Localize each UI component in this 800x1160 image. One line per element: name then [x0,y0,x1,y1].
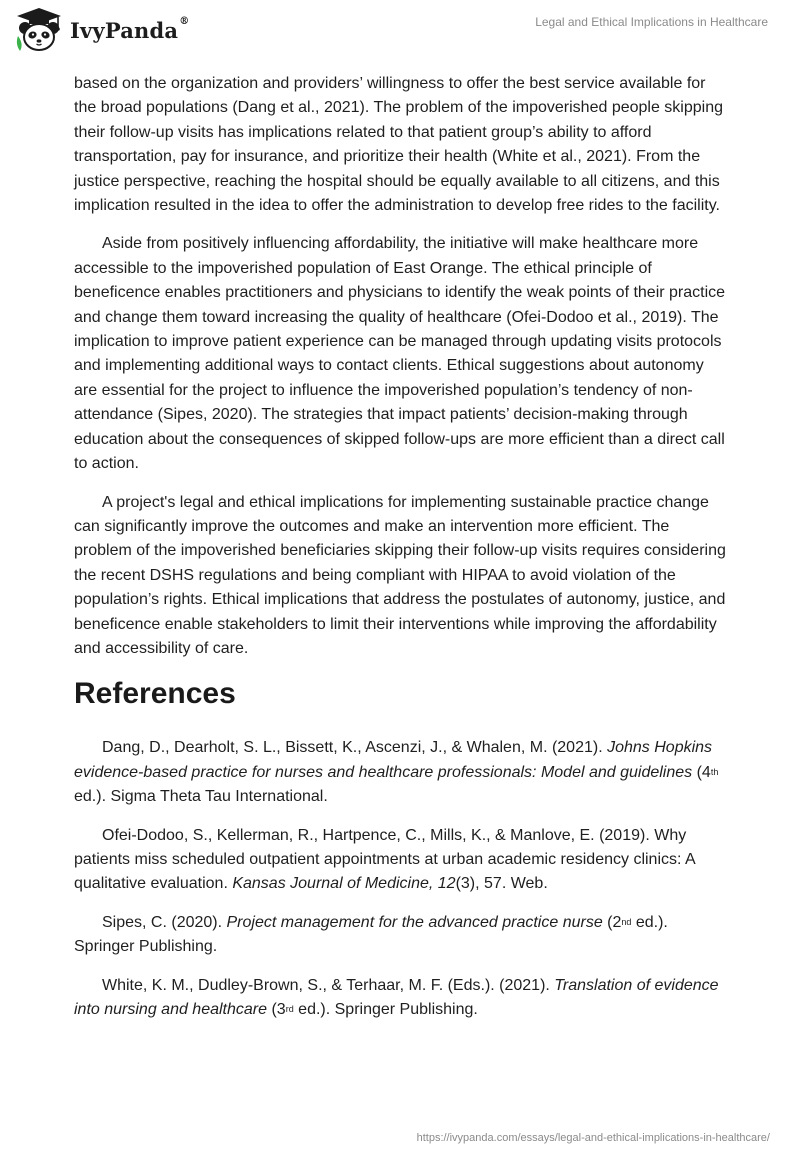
reference-item: White, K. M., Dudley-Brown, S., & Terhaar, M. F. (Eds.). (2021). Translation of evidence into nursing and healthcare (3rd ed.). Springer Publishing. [74,976,719,1018]
page-header [0,0,800,70]
document-title: Legal and Ethical Implications in Healthcare [535,15,768,29]
reference-item: Sipes, C. (2020). Project management for the advanced practice nurse (2nd ed.). Springer Publishing. [74,913,668,956]
essay-content [74,72,726,1036]
references-heading: References [74,677,236,711]
reference-item: Ofei-Dodoo, S., Kellerman, R., Hartpence, C., Mills, K., & Manlove, E. (2019). Why patients miss scheduled outpatient appointments at urban academic residency clinics: A qualitative evaluation. Kansas Journal of Medicine, 12(3), 57. Web. [74,826,695,893]
source-url-link[interactable]: https://ivypanda.com/essays/legal-and-ethical-implications-in-healthcare/ [416,1132,770,1144]
body-paragraph-2: Aside from positively influencing affordability, the initiative will make healthcare more accessible to the impoverished population of East Orange. The ethical principle of beneficence enables practitioners and physicians to identify the weak points of their practice and change them toward increasing the quality of healthcare (Ofei-Dodoo et al., 2019). The implication to improve patient experience can be managed through updating visits protocols and implementing additional ways to contact clients. Ethical suggestions about autonomy are essential for the project to influence the impoverished population’s tendency of non-attendance (Sipes, 2020). The strategies that impact patients’ decision-making through education about the consequences of skipped follow-ups are more efficient than a direct call to action. [74,235,726,473]
ivypanda-logo[interactable] [14,6,189,54]
body-paragraph-1: based on the organization and providers’ willingness to offer the best service available for the broad populations (Dang et al., 2021). The problem of the impoverished people skipping their follow-up visits has implications related to that patient group’s ability to afford transportation, pay for insurance, and prioritize their health (White et al., 2021). From the justice perspective, reaching the hospital should be equally available to all citizens, and this implication resulted in the idea to offer the administration to develop free rides to the facility. [74,75,724,215]
panda-graduate-icon [14,6,64,54]
body-paragraph-3: A project's legal and ethical implications for implementing sustainable practice change can significantly improve the outcomes and make an intervention more efficient. The problem of the impoverished beneficiaries skipping their follow-up visits requires considering the recent DSHS regulations and being compliant with HIPAA to avoid violation of the population’s rights. Ethical implications that address the postulates of autonomy, justice, and beneficence enable stakeholders to limit their interventions while improving the affordability and accessibility of care. [74,493,726,657]
brand-name: IvyPanda® [70,15,190,43]
reference-item: Dang, D., Dearholt, S. L., Bissett, K., Ascenzi, J., & Whalen, M. (2021). Johns Hopkins evidence-based practice for nurses and healthcare professionals: Model and guidelines (4th ed.). Sigma Theta Tau International. [74,739,719,806]
